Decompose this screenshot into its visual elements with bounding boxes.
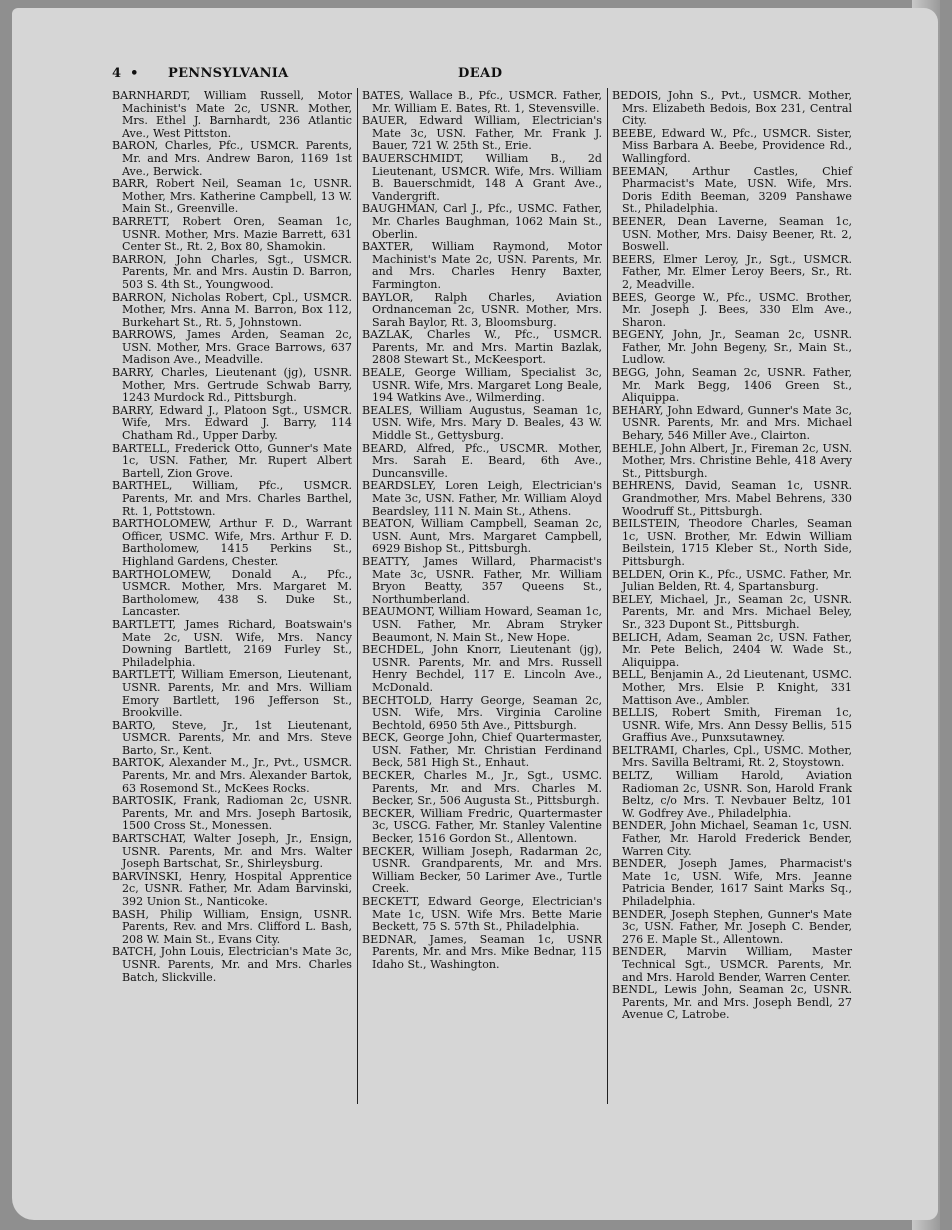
casualty-entry: BELTRAMI, Charles, Cpl., USMC. Mother, Mrs. Savilla Beltrami, Rt. 2, Stoystown.: [612, 743, 852, 770]
column-divider: [607, 88, 608, 1104]
page-number: 4 •: [112, 66, 139, 81]
casualty-entry: BARTOSIK, Frank, Radioman 2c, USNR. Parents, Mr. and Mrs. Joseph Bartosik, 1500 Cross St., Monessen.: [112, 794, 352, 833]
casualty-entry: BELDEN, Orin K., Pfc., USMC. Father, Mr. Julian Belden, Rt. 4, Spartansburg.: [612, 567, 852, 594]
casualty-entry: BENDER, Joseph James, Pharmacist's Mate 1c, USN. Wife, Mrs. Jeanne Patricia Bender, 1617 Saint Marks Sq., Philadelphia.: [612, 857, 852, 908]
casualty-entry: BASH, Philip William, Ensign, USNR. Parents, Rev. and Mrs. Clifford L. Bash, 208 W. Main St., Evans City.: [112, 907, 352, 946]
casualty-entry: BAZLAK, Charles W., Pfc., USMCR. Parents, Mr. and Mrs. Martin Bazlak, 2808 Stewart St., McKeesport.: [362, 328, 602, 367]
casualty-entry: BEHLE, John Albert, Jr., Fireman 2c, USN. Mother, Mrs. Christine Behle, 418 Avery St., Pittsburgh.: [612, 441, 852, 480]
casualty-entry: BAUGHMAN, Carl J., Pfc., USMC. Father, Mr. Charles Baughman, 1062 Main St., Oberlin.: [362, 202, 602, 241]
casualty-entry: BEGENY, John, Jr., Seaman 2c, USNR. Father, Mr. John Begeny, Sr., Main St., Ludlow.: [612, 328, 852, 367]
casualty-entry: BARON, Charles, Pfc., USMCR. Parents, Mr. and Mrs. Andrew Baron, 1169 1st Ave., Berwick.: [112, 139, 352, 178]
casualty-entry: BAYLOR, Ralph Charles, Aviation Ordnanceman 2c, USNR. Mother, Mrs. Sarah Baylor, Rt. 3, Bloomsburg.: [362, 290, 602, 329]
page-header: [112, 66, 852, 84]
casualty-entry: BELICH, Adam, Seaman 2c, USN. Father, Mr. Pete Belich, 2404 W. Wade St., Aliquippa.: [612, 630, 852, 669]
casualty-entry: BARTHEL, William, Pfc., USMCR. Parents, Mr. and Mrs. Charles Barthel, Rt. 1, Pottstown.: [112, 479, 352, 518]
casualty-entry: BEDNAR, James, Seaman 1c, USNR Parents, Mr. and Mrs. Mike Bednar, 115 Idaho St., Washington.: [362, 932, 602, 971]
column-3: [612, 90, 852, 1022]
casualty-entry: BEHRENS, David, Seaman 1c, USNR. Grandmother, Mrs. Mabel Behrens, 330 Woodruff St., Pittsburgh.: [612, 479, 852, 518]
casualty-entry: BARNHARDT, William Russell, Motor Machinist's Mate 2c, USNR. Mother, Mrs. Ethel J. Barnhardt, 236 Atlantic Ave., West Pittston.: [112, 89, 352, 140]
casualty-entry: BARRY, Charles, Lieutenant (jg), USNR. Mother, Mrs. Gertrude Schwab Barry, 1243 Murdock Rd., Pittsburgh.: [112, 366, 352, 405]
casualty-entry: BENDER, Joseph Stephen, Gunner's Mate 3c, USN. Father, Mr. Joseph C. Bender, 276 E. Maple St., Allentown.: [612, 907, 852, 946]
casualty-entry: BELLIS, Robert Smith, Fireman 1c, USNR. Wife, Mrs. Ann Dessy Bellis, 515 Graffius Ave., Punxsutawney.: [612, 706, 852, 745]
casualty-entry: BAUERSCHMIDT, William B., 2d Lieutenant, USMCR. Wife, Mrs. William B. Bauerschmidt, 148 A Grant Ave., Vandergrift.: [362, 151, 602, 203]
casualty-entry: BARTLETT, James Richard, Boatswain's Mate 2c, USN. Wife, Mrs. Nancy Downing Bartlett, 2169 Furley St., Philadelphia.: [112, 617, 352, 669]
casualty-entry: BENDL, Lewis John, Seaman 2c, USNR. Parents, Mr. and Mrs. Joseph Bendl, 27 Avenue C, Latrobe.: [612, 983, 852, 1022]
casualty-entry: BEALE, George William, Specialist 3c, USNR. Wife, Mrs. Margaret Long Beale, 194 Watkins Ave., Wilmerding.: [362, 366, 602, 405]
bullet-glyph: •: [130, 66, 139, 81]
casualty-entry: BENDER, Marvin William, Master Technical Sgt., USMCR. Parents, Mr. and Mrs. Harold Bender, Warren Center.: [612, 945, 852, 984]
casualty-entry: BECKER, William Fredric, Quartermaster 3c, USCG. Father, Mr. Stanley Valentine Becker, 1516 Gordon St., Allentown.: [362, 806, 602, 846]
column-divider: [357, 88, 358, 1104]
casualty-entry: BENDER, John Michael, Seaman 1c, USN. Father, Mr. Harold Frederick Bender, Warren City.: [612, 819, 852, 858]
column-2: [362, 90, 602, 972]
casualty-entry: BEATON, William Campbell, Seaman 2c, USN. Aunt, Mrs. Margaret Campbell, 6929 Bishop St., Pittsburgh.: [362, 517, 602, 556]
casualty-entry: BECKER, William Joseph, Radarman 2c, USNR. Grandparents, Mr. and Mrs. William Becker, 50 Larimer Ave., Turtle Creek.: [362, 844, 602, 896]
casualty-entry: BEARDSLEY, Loren Leigh, Electrician's Mate 3c, USN. Father, Mr. William Aloyd Beardsley, 111 N. Main St., Athens.: [362, 479, 602, 518]
column-1: [112, 90, 352, 984]
casualty-entry: BARROWS, James Arden, Seaman 2c, USN. Mother, Mrs. Grace Barrows, 637 Madison Ave., Meadville.: [112, 328, 352, 367]
casualty-entry: BARTO, Steve, Jr., 1st Lieutenant, USMCR. Parents, Mr. and Mrs. Steve Barto, Sr., Kent.: [112, 718, 352, 757]
casualty-entry: BECK, George John, Chief Quartermaster, USN. Father, Mr. Christian Ferdinand Beck, 581 High St., Enhaut.: [362, 731, 602, 770]
casualty-entry: BARVINSKI, Henry, Hospital Apprentice 2c, USNR. Father, Mr. Adam Barvinski, 392 Union St., Nanticoke.: [112, 869, 352, 908]
state-heading: PENNSYLVANIA: [168, 66, 289, 81]
casualty-entry: BATES, Wallace B., Pfc., USMCR. Father, Mr. William E. Bates, Rt. 1, Stevensville.: [362, 89, 602, 115]
casualty-entry: BEEBE, Edward W., Pfc., USMCR. Sister, Miss Barbara A. Beebe, Providence Rd., Wallingford.: [612, 126, 852, 165]
casualty-entry: BARTHOLOMEW, Donald A., Pfc., USMCR. Mother, Mrs. Margaret M. Bartholomew, 438 S. Duke St., Lancaster.: [112, 567, 352, 619]
casualty-entry: BELTZ, William Harold, Aviation Radioman 2c, USNR. Son, Harold Frank Beltz, c/o Mrs. T. Nevbauer Beltz, 101 W. Godfrey Ave., Philadelphia.: [612, 769, 852, 820]
casualty-entry: BARRON, John Charles, Sgt., USMCR. Parents, Mr. and Mrs. Austin D. Barron, 503 S. 4th St., Youngwood.: [112, 252, 352, 291]
casualty-entry: BARTLETT, William Emerson, Lieutenant, USNR. Parents, Mr. and Mrs. William Emory Bartlett, 196 Jefferson St., Brookville.: [112, 668, 352, 720]
casualty-entry: BARTELL, Frederick Otto, Gunner's Mate 1c, USN. Father, Mr. Rupert Albert Bartell, Zion Grove.: [112, 441, 352, 480]
casualty-entry: BEES, George W., Pfc., USMC. Brother, Mr. Joseph J. Bees, 330 Elm Ave., Sharon.: [612, 290, 852, 329]
casualty-entry: BEDOIS, John S., Pvt., USMCR. Mother, Mrs. Elizabeth Bedois, Box 231, Central City.: [612, 89, 852, 128]
casualty-entry: BELEY, Michael, Jr., Seaman 2c, USNR. Parents, Mr. and Mrs. Michael Beley, Sr., 323 Dupont St., Pittsburgh.: [612, 592, 852, 631]
casualty-entry: BARRETT, Robert Oren, Seaman 1c, USNR. Mother, Mrs. Mazie Barrett, 631 Center St., Rt. 2, Box 80, Shamokin.: [112, 214, 352, 254]
casualty-entry: BAXTER, William Raymond, Motor Machinist's Mate 2c, USN. Parents, Mr. and Mrs. Charles Henry Baxter, Farmington.: [362, 240, 602, 291]
casualty-entry: BELL, Benjamin A., 2d Lieutenant, USMC. Mother, Mrs. Elsie P. Knight, 331 Mattison Ave., Ambler.: [612, 668, 852, 707]
casualty-entry: BECHTOLD, Harry George, Seaman 2c, USN. Wife, Mrs. Virginia Caroline Bechtold, 6950 5th Ave., Pittsburgh.: [362, 693, 602, 732]
casualty-entry: BEATTY, James Willard, Pharmacist's Mate 3c, USNR. Father, Mr. William Bryon Beatty, 357 Queens St., Northumberland.: [362, 554, 602, 606]
category-heading: DEAD: [458, 66, 503, 81]
casualty-entry: BECKETT, Edward George, Electrician's Mate 1c, USN. Wife Mrs. Bette Marie Beckett, 75 S. 57th St., Philadelphia.: [362, 895, 602, 934]
casualty-entry: BEILSTEIN, Theodore Charles, Seaman 1c, USN. Brother, Mr. Edwin William Beilstein, 1715 Kleber St., North Side, Pittsburgh.: [612, 517, 852, 568]
casualty-entry: BARR, Robert Neil, Seaman 1c, USNR. Mother, Mrs. Katherine Campbell, 13 W. Main St., Greenville.: [112, 177, 352, 216]
casualty-entry: BEALES, William Augustus, Seaman 1c, USN. Wife, Mrs. Mary D. Beales, 43 W. Middle St., Gettysburg.: [362, 403, 602, 443]
casualty-entry: BARRY, Edward J., Platoon Sgt., USMCR. Wife, Mrs. Edward J. Barry, 114 Chatham Rd., Upper Darby.: [112, 403, 352, 443]
casualty-entry: BEGG, John, Seaman 2c, USNR. Father, Mr. Mark Begg, 1406 Green St., Aliquippa.: [612, 366, 852, 405]
casualty-entry: BECHDEL, John Knorr, Lieutenant (jg), USNR. Parents, Mr. and Mrs. Russell Henry Bechdel, 117 E. Lincoln Ave., McDonald.: [362, 643, 602, 694]
casualty-entry: BARRON, Nicholas Robert, Cpl., USMCR. Mother, Mrs. Anna M. Barron, Box 112, Burkehart St., Rt. 5, Johnstown.: [112, 290, 352, 329]
casualty-entry: BARTOK, Alexander M., Jr., Pvt., USMCR. Parents, Mr. and Mrs. Alexander Bartok, 63 Rosemond St., McKees Rocks.: [112, 756, 352, 795]
casualty-entry: BEAUMONT, William Howard, Seaman 1c, USN. Father, Mr. Abram Stryker Beaumont, N. Main St., New Hope.: [362, 605, 602, 644]
casualty-entry: BATCH, John Louis, Electrician's Mate 3c, USNR. Parents, Mr. and Mrs. Charles Batch, Slickville.: [112, 945, 352, 984]
casualty-entry: BECKER, Charles M., Jr., Sgt., USMC. Parents, Mr. and Mrs. Charles M. Becker, Sr., 506 Augusta St., Pittsburgh.: [362, 769, 602, 808]
casualty-entry: BEARD, Alfred, Pfc., USCMR. Mother, Mrs. Sarah E. Beard, 6th Ave., Duncansville.: [362, 441, 602, 480]
casualty-entry: BARTHOLOMEW, Arthur F. D., Warrant Officer, USMC. Wife, Mrs. Arthur F. D. Bartholomew, 1415 Perkins St., Highland Gardens, Chester.: [112, 517, 352, 568]
casualty-entry: BEHARY, John Edward, Gunner's Mate 3c, USNR. Parents, Mr. and Mrs. Michael Behary, 546 Miller Ave., Clairton.: [612, 403, 852, 443]
casualty-entry: BEERS, Elmer Leroy, Jr., Sgt., USMCR. Father, Mr. Elmer Leroy Beers, Sr., Rt. 2, Meadville.: [612, 252, 852, 291]
casualty-entry: BARTSCHAT, Walter Joseph, Jr., Ensign, USNR. Parents, Mr. and Mrs. Walter Joseph Bartschat, Sr., Shirleysburg.: [112, 832, 352, 871]
casualty-entry: BEENER, Dean Laverne, Seaman 1c, USN. Mother, Mrs. Daisy Beener, Rt. 2, Boswell.: [612, 214, 852, 254]
casualty-entry: BEEMAN, Arthur Castles, Chief Pharmacist's Mate, USN. Wife, Mrs. Doris Edith Beeman, 3209 Panshawe St., Philadelphia.: [612, 164, 852, 216]
casualty-entry: BAUER, Edward William, Electrician's Mate 3c, USN. Father, Mr. Frank J. Bauer, 721 W. 25th St., Erie.: [362, 114, 602, 153]
